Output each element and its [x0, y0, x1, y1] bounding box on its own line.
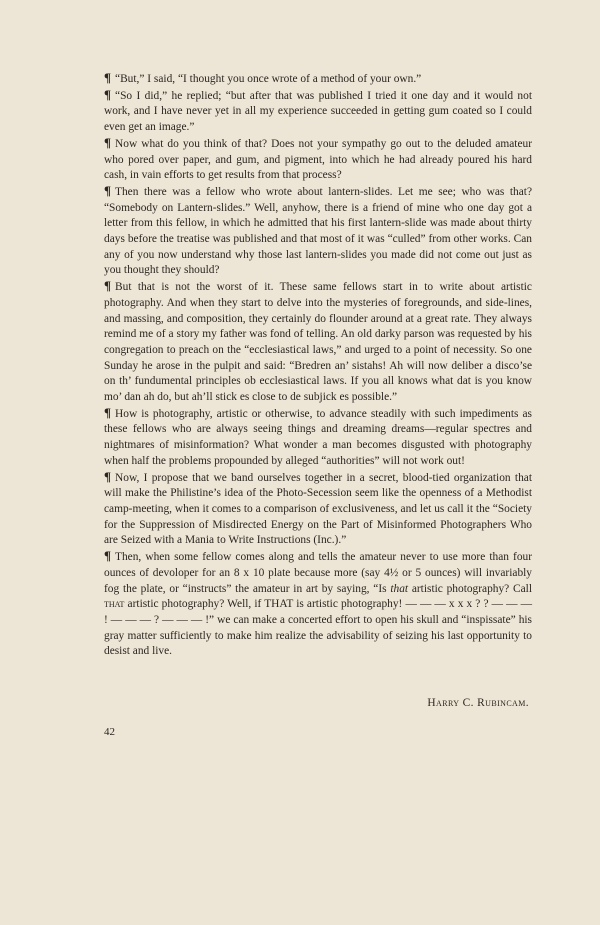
pilcrow-icon: ¶ — [104, 468, 112, 484]
paragraph — [104, 406, 532, 470]
paragraph — [104, 279, 532, 406]
paragraph — [104, 184, 532, 279]
paragraph-text: Then, when some fellow comes along and tells the amateur never to use more than four ounces of devoloper for an 8 x 10 plate because more (say 4½ or 5 ounces) will invariably fog the plate, or “instructs” the amateur in art by saying, “Is — [104, 551, 532, 595]
page-number: 42 — [104, 726, 115, 738]
paragraph-text: “So I did,” he replied; “but after that was published I tried it one day and it would not work, and I have never yet in all my experience succeeded in getting gum coated so I could even get an image.” — [104, 89, 532, 134]
paragraph-text: artistic photography? Well, if THAT is artistic photography! — — — x x x ? ? — — — ! — — — ? — — — !” we can make a concerted effort to open his skull and “inspissate” his gray matter sufficiently to make him realize the advisability of seizing his last opportunity to desist and live. — [104, 598, 532, 658]
paragraph — [104, 71, 532, 88]
paragraph-text: Now what do you think of that? Does not your sympathy go out to the deluded amateur who pored over paper, and gum, and pigment, into which he had already poured his hard cash, in vain efforts to get results from that process? — [104, 137, 532, 182]
author-signature: Harry C. Rubincam. — [427, 697, 529, 709]
paragraph-text: Then there was a fellow who wrote about lantern-slides. Let me see; who was that? “Somebody on Lantern-slides.” Well, anyhow, there is a friend of mine who one day got a letter from this fellow, in which he admitted that his first lantern-slide was made about thirty days before the treatise was published and that most of it was “culled” from other works. Can any of you now understand why those last lantern-slides you made did not come out just as you thought they should? — [104, 185, 532, 277]
paragraph-text: “But,” I said, “I thought you once wrote of a method of your own.” — [115, 73, 422, 85]
paragraph-text: that — [390, 582, 409, 595]
pilcrow-icon: ¶ — [104, 548, 112, 564]
paragraph-text: artistic photography? Call — [408, 582, 533, 595]
pilcrow-icon: ¶ — [104, 278, 112, 294]
pilcrow-icon: ¶ — [104, 86, 112, 102]
paragraph — [104, 549, 532, 660]
pilcrow-icon: ¶ — [104, 404, 112, 420]
paragraph-text: Now, I propose that we band ourselves together in a secret, blood-tied organization that will make the Philistine’s idea of the Photo-Secession seem like the openness of a Methodist camp-meeting, when it comes to a comparison of exclusiveness, and let us call it the “Society for the Suppression of Misdirected Energy on the Part of Misinformed Photographers Who are Seized with a Mania to Write Instructions (Inc.).” — [104, 471, 532, 547]
paragraph-text: How is photography, artistic or otherwise, to advance steadily with such impediments as these fellows who are always seeing things and dreaming dreams—regular spectres and nightmares of misinformation? What wonder a man becomes disgusted with photography when half the problems propounded by alleged “authorities” will not work out! — [104, 407, 532, 467]
pilcrow-icon: ¶ — [104, 134, 112, 150]
paragraph-text: that — [104, 598, 125, 611]
paragraph — [104, 136, 532, 184]
pilcrow-icon: ¶ — [104, 182, 112, 198]
paragraph-text: But that is not the worst of it. These same fellows start in to write about artistic photography. And when they start to delve into the mysteries of foregrounds, and side-lines, and massing, and composition, they certainly do flounder around at a great rate. They always remind me of a story my father was fond of telling. An old darky parson was requested by his congregation to preach on the “ecclesiastical laws,” and urged to a point of necessity. So one Sunday he arose in the pulpit and said: “Bredren an’ sistahs! Ah will now deliber a disco’se on th’ fundumental principles ob ecclesiastical laws. If you all knows what dat is you know mo’ dan ah do, but ah’ll stick es close to de subjick es possible.” — [104, 281, 532, 404]
pilcrow-icon: ¶ — [104, 70, 112, 85]
article-text — [104, 71, 532, 660]
paragraph — [104, 470, 532, 550]
paragraph — [104, 88, 532, 136]
